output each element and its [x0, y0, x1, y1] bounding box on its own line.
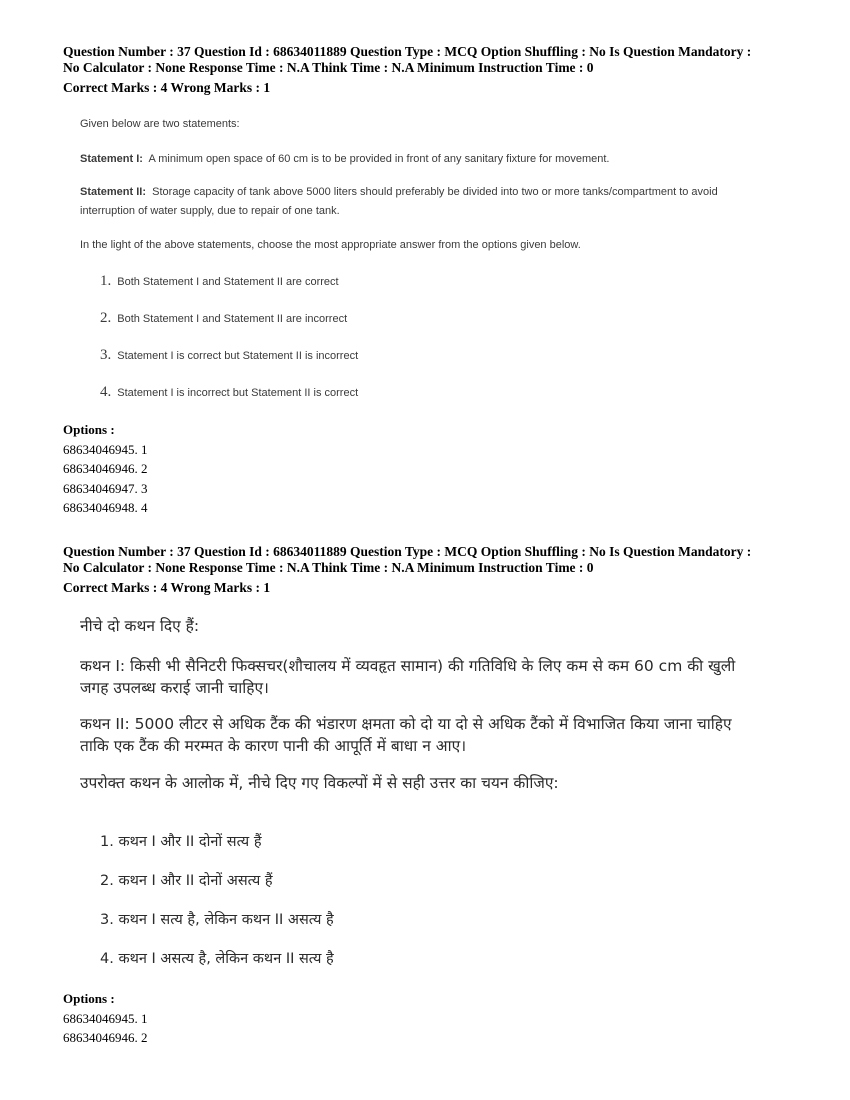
question-2-instruction: उपरोक्त कथन के आलोक में, नीचे दिए गए विकल्पों में से सही उत्तर का चयन कीजिए:: [80, 774, 559, 792]
option-id: 68634046946. 2: [63, 1030, 148, 1045]
statement-1-text: A minimum open space of 60 cm is to be provided in front of any sanitary fixture for movement.: [148, 153, 610, 165]
question-1-meta-line-2: No Calculator : None Response Time : N.A Think Time : N.A Minimum Instruction Time : 0: [63, 60, 594, 75]
choice-text: Both Statement I and Statement II are incorrect: [117, 313, 348, 325]
question-2-options: [63, 989, 148, 1048]
question-1-metadata: [63, 44, 803, 96]
question-2-meta-line-1: Question Number : 37 Question Id : 68634011889 Question Type : MCQ Option Shuffling : No Is Question Mandatory :: [63, 544, 752, 559]
question-1-statement-1: [80, 150, 800, 169]
choice-text: Statement I is incorrect but Statement II is correct: [117, 387, 359, 399]
question-1-statement-2: [80, 183, 800, 202]
question-2-marks: Correct Marks : 4 Wrong Marks : 1: [63, 580, 271, 595]
option-id: 68634046946. 2: [63, 461, 148, 476]
choice-number: 4.: [100, 384, 112, 400]
question-1-choice: [100, 383, 820, 403]
statement-2-label: Statement II:: [80, 186, 147, 198]
question-1-statement-image: [80, 110, 800, 410]
question-2-choice: 4. कथन I असत्य है, लेकिन कथन II सत्य है: [100, 951, 334, 967]
choice-text: Both Statement I and Statement II are correct: [117, 276, 339, 288]
choice-number: 1.: [100, 273, 112, 289]
statement-2-text-continued: interruption of water supply, due to repair of one tank.: [80, 205, 340, 217]
question-2-statement-2-line-1: कथन II: 5000 लीटर से अधिक टैंक की भंडारण क्षमता को दो या दो से अधिक टैंको में विभाजित किया जाना चाहिए: [80, 715, 732, 733]
question-2-metadata: [63, 544, 803, 596]
question-2-statement-1-line-2: जगह उपलब्ध कराई जानी चाहिए।: [80, 679, 269, 697]
statement-1-label: Statement I:: [80, 153, 143, 165]
question-1-choice: [100, 346, 820, 366]
question-1-choice: [100, 272, 820, 292]
question-1-marks: Correct Marks : 4 Wrong Marks : 1: [63, 80, 271, 95]
options-heading: Options :: [63, 422, 115, 437]
question-2-statement-1-line-1: कथन I: किसी भी सैनिटरी फिक्सचर(शौचालय में व्यवहृत सामान) की गतिविधि के लिए कम से कम 60 cm की खुली: [80, 657, 736, 675]
question-1-options: [63, 420, 148, 518]
question-1-choice: [100, 309, 820, 329]
option-id: 68634046947. 3: [63, 480, 148, 496]
question-1-instruction: In the light of the above statements, choose the most appropriate answer from the options given below.: [80, 239, 581, 251]
choice-number: 3.: [100, 347, 112, 363]
question-2-statement-image: [80, 615, 800, 980]
question-2-statement-2-line-2: ताकि एक टैंक की मरम्मत के कारण पानी की आपूर्ति में बाधा न आए।: [80, 737, 467, 755]
question-2-choice: 2. कथन I और II दोनों असत्य हैं: [100, 873, 273, 889]
question-2-meta-line-2: No Calculator : None Response Time : N.A Think Time : N.A Minimum Instruction Time : 0: [63, 560, 594, 575]
options-heading: Options :: [63, 991, 115, 1006]
option-id: 68634046948. 4: [63, 500, 148, 515]
question-2-choice: 1. कथन I और II दोनों सत्य हैं: [100, 834, 262, 850]
statement-2-text: Storage capacity of tank above 5000 liters should preferably be divided into two or more tanks/compartment to avoid: [152, 186, 718, 198]
question-1-meta-line-1: Question Number : 37 Question Id : 68634011889 Question Type : MCQ Option Shuffling : No Is Question Mandatory :: [63, 44, 752, 59]
choice-text: Statement I is correct but Statement II is incorrect: [117, 350, 359, 362]
question-1-intro: Given below are two statements:: [80, 118, 240, 130]
choice-number: 2.: [100, 310, 112, 326]
question-2-choice: 3. कथन I सत्य है, लेकिन कथन II असत्य है: [100, 912, 334, 928]
option-id: 68634046945. 1: [63, 1010, 148, 1026]
question-2-intro: नीचे दो कथन दिए हैं:: [80, 617, 200, 635]
option-id: 68634046945. 1: [63, 441, 148, 457]
